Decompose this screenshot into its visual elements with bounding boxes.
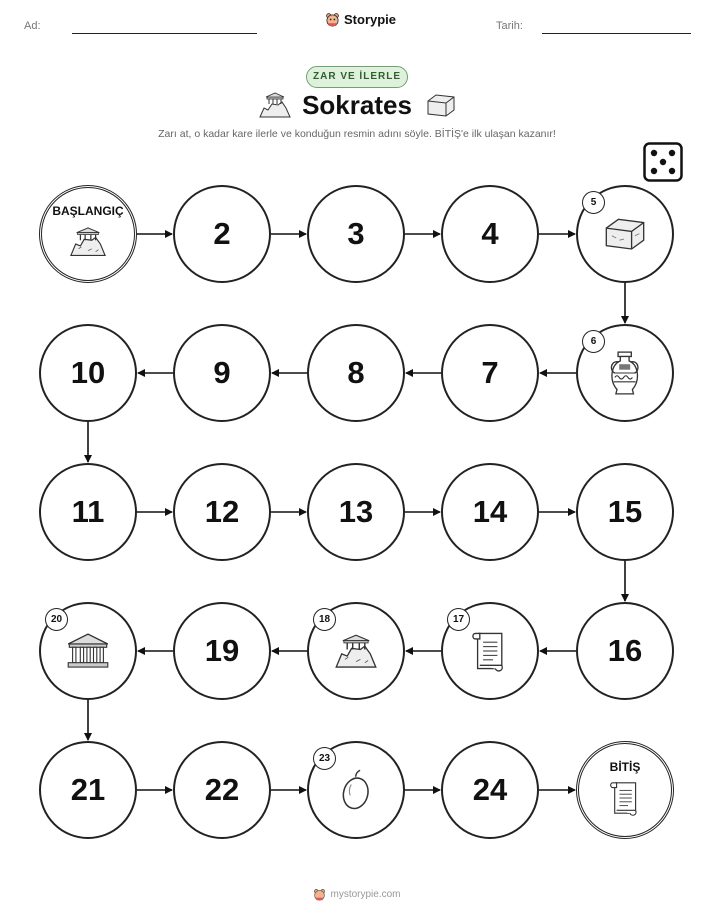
square-number: 18 (313, 608, 336, 631)
square-number: 21 (70, 772, 106, 807)
board-square-2 (173, 185, 271, 283)
square-number: 6 (582, 330, 605, 353)
board-square-7 (441, 324, 539, 422)
square-number: 5 (582, 191, 605, 214)
page-title: Sokrates (302, 90, 412, 120)
square-number: 10 (70, 355, 106, 390)
board-square-3 (307, 185, 405, 283)
board-square-19 (173, 602, 271, 700)
acropolis-icon (69, 226, 107, 261)
square-number: 16 (607, 633, 643, 668)
stone-block-icon (603, 216, 647, 251)
name-label: Ad: (24, 20, 41, 32)
board-square-16 (576, 602, 674, 700)
footer-url: mystorypie.com (330, 889, 401, 900)
start-label: BAŞLANGIÇ (52, 204, 124, 218)
acropolis-icon (334, 633, 378, 668)
board-square-10 (39, 324, 137, 422)
board-square-9 (173, 324, 271, 422)
square-number: 2 (213, 216, 231, 251)
board-square-21 (39, 741, 137, 839)
square-number: 20 (45, 608, 68, 631)
board-square-22 (173, 741, 271, 839)
square-number: 22 (204, 772, 240, 807)
amphora-icon (606, 351, 643, 395)
board-square-17 (441, 602, 539, 700)
square-number: 24 (472, 772, 508, 807)
footer (0, 888, 714, 901)
brand-name: Storypie (344, 12, 397, 27)
board-square-11 (39, 463, 137, 561)
square-number: 4 (481, 216, 499, 251)
board-square-8 (307, 324, 405, 422)
square-number: 3 (347, 216, 365, 251)
scroll-icon (471, 629, 508, 673)
board-square-18 (307, 602, 405, 700)
board-square-5 (576, 185, 674, 283)
board-square-4 (441, 185, 539, 283)
olive-icon (337, 768, 374, 812)
board-square-12 (173, 463, 271, 561)
board-square-24 (441, 741, 539, 839)
square-number: 14 (472, 494, 508, 529)
square-number: 15 (607, 494, 643, 529)
square-number: 11 (71, 494, 105, 529)
storypie-mascot-icon (313, 888, 326, 901)
finish-square (576, 741, 674, 839)
square-number: 9 (213, 355, 231, 390)
square-number: 12 (204, 494, 240, 529)
board-square-15 (576, 463, 674, 561)
square-number: 23 (313, 747, 336, 770)
square-number: 13 (338, 494, 374, 529)
game-type-badge: ZAR VE İLERLE (306, 66, 408, 88)
square-number: 8 (347, 355, 365, 390)
board-square-20 (39, 602, 137, 700)
board-square-6 (576, 324, 674, 422)
board-square-13 (307, 463, 405, 561)
board-square-14 (441, 463, 539, 561)
scroll-icon (609, 779, 641, 822)
start-square (39, 185, 137, 283)
square-number: 17 (447, 608, 470, 631)
board-square-23 (307, 741, 405, 839)
instructions: Zarı at, o kadar kare ilerle ve konduğun resmin adını söyle. BİTİŞ'e ilk ulaşan kazanır! (158, 128, 556, 140)
date-label: Tarih: (496, 20, 523, 32)
finish-label: BİTİŞ (609, 760, 641, 774)
temple-icon (66, 633, 110, 668)
square-number: 7 (481, 355, 499, 390)
square-number: 19 (204, 633, 240, 668)
